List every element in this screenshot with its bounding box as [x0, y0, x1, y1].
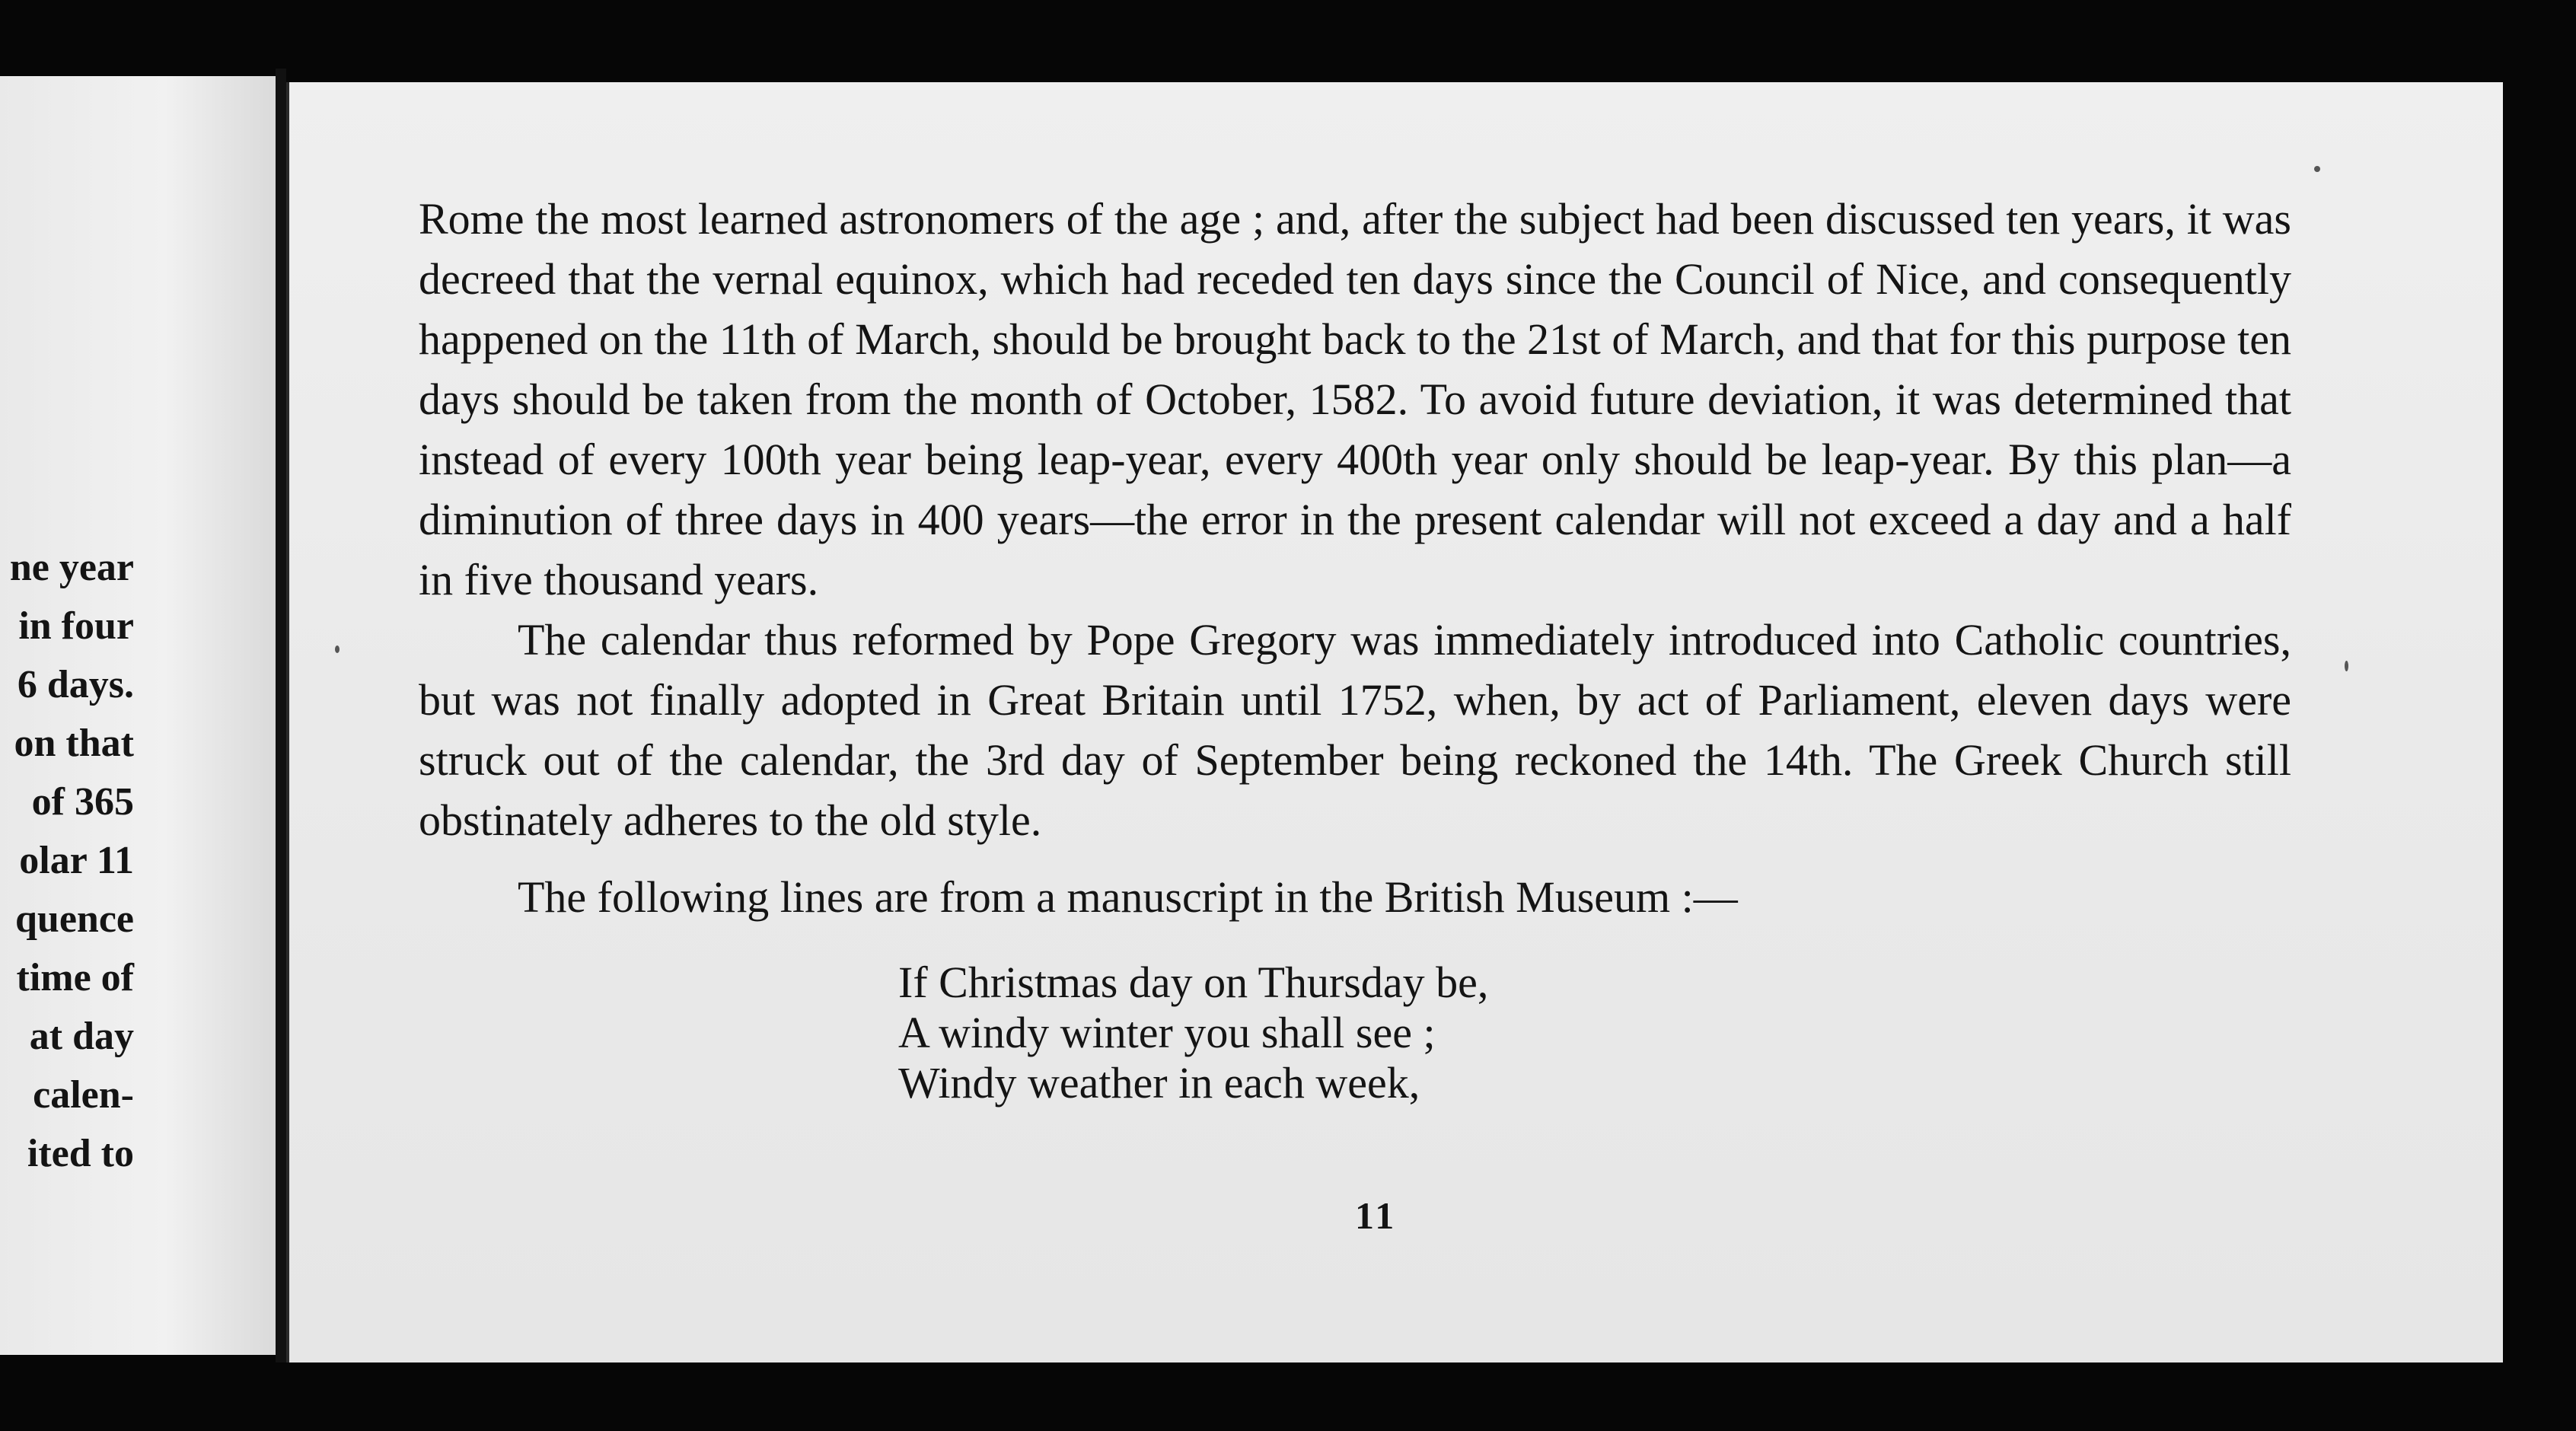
- paragraph-gregorian-reform: Rome the most learned astronomers of the age ; and, after the subject had been discussed ten years, it was decreed that the vernal equinox, which had receded ten days since the Council of Nice, and consequently happened on the 11th of March, should be brought back to the 21st of March, and that for this purpose ten days should be taken from the month of October, 1582. To avoid future deviation, it was determined that instead of every 100th year being leap-year, every 400th year only should be leap-year. By this plan—a diminution of three days in 400 years—the error in the present calendar will not exceed a day and a half in five thousand years.: [419, 194, 2291, 604]
- previous-page-fragment: [0, 76, 276, 1355]
- paper-speck: [335, 645, 340, 653]
- verse-line: Windy weather in each week,: [898, 1058, 1420, 1108]
- previous-page-line: on that: [14, 722, 134, 765]
- main-page: [286, 82, 2503, 1362]
- paper-speck: [2314, 166, 2320, 172]
- body-text: [419, 189, 2291, 1108]
- verse-line: A windy winter you shall see ;: [898, 1008, 1436, 1057]
- paragraph-adoption: The calendar thus reformed by Pope Gregory was immediately introduced into Catholic countries, but was not finally adopted in Great Britain until 1752, when, by act of Parliament, eleven days were struck out of the calendar, the 3rd day of September being reckoned the 14th. The Greek Church still obstinately adheres to the old style.: [419, 615, 2291, 845]
- previous-page-line: time of: [16, 956, 134, 999]
- previous-page-line: quence: [15, 897, 134, 941]
- verse-line: If Christmas day on Thursday be,: [898, 958, 1489, 1007]
- page-gutter: [276, 69, 286, 1362]
- page-number: 11: [1355, 1194, 1398, 1237]
- previous-page-line: at day: [29, 1015, 134, 1058]
- verse-introduction: The following lines are from a manuscript in the British Museum :—: [518, 872, 1738, 922]
- previous-page-line: olar 11: [19, 839, 134, 882]
- previous-page-line: of 365: [31, 780, 134, 824]
- previous-page-line: calen-: [33, 1073, 134, 1117]
- previous-page-line: ited to: [27, 1132, 134, 1175]
- previous-page-line: in four: [18, 604, 134, 648]
- previous-page-line: 6 days.: [17, 663, 134, 706]
- paper-speck: [2345, 661, 2348, 671]
- verse-block: [898, 958, 2291, 1108]
- previous-page-line: ne year: [9, 546, 134, 589]
